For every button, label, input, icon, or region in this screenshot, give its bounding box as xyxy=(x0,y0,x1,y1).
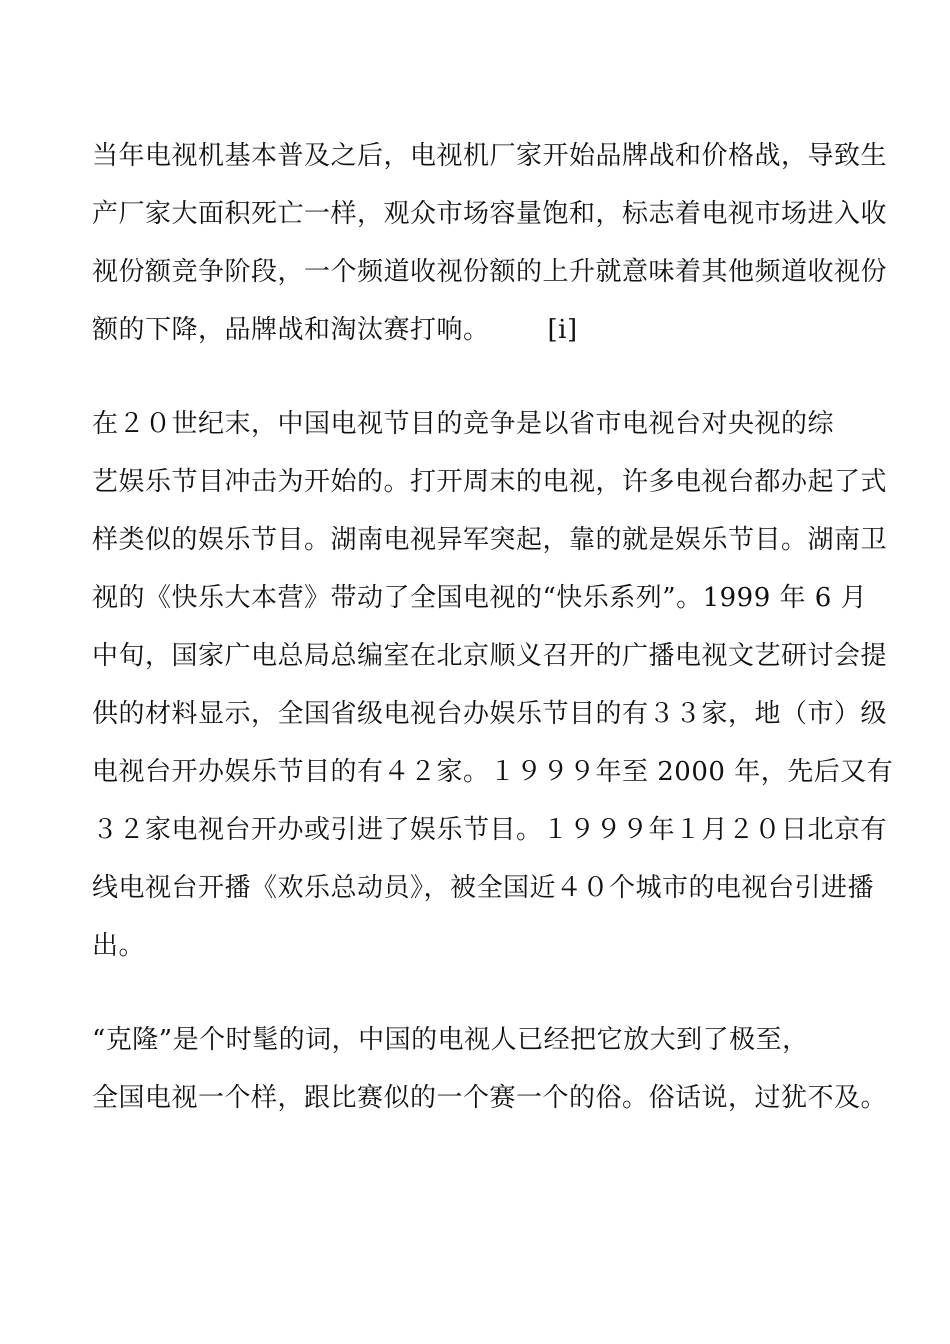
text-line: 在２０世纪末，中国电视节目的竞争是以省市电视台对央视的综 xyxy=(92,409,835,439)
paragraph-spacer xyxy=(92,359,858,395)
text-line: 产厂家大面积死亡一样，观众市场容量饱和，标志着电视市场进入收 xyxy=(92,199,888,229)
text-line: 电视台开办娱乐节目的有４２家。１９９９年至 2000 年，先后又有 xyxy=(92,757,894,787)
text-line: 线电视台开播《欢乐总动员》，被全国近４０个城市的电视台引进播 xyxy=(92,873,875,903)
text-line: “克隆”是个时髦的词，中国的电视人已经把它放大到了极至， xyxy=(92,1025,809,1055)
text-line: ３２家电视台开办或引进了娱乐节目。１９９９年１月２０日北京有 xyxy=(92,815,888,845)
text-line: 艺娱乐节目冲击为开始的。打开周末的电视，许多电视台都办起了式 xyxy=(92,467,888,497)
text-line: 当年电视机基本普及之后，电视机厂家开始品牌战和价格战，导致生 xyxy=(92,141,888,171)
paragraph-2 xyxy=(92,395,894,975)
text-line: 全国电视一个样，跟比赛似的一个赛一个的俗。俗话说，过犹不及。 xyxy=(92,1083,888,1113)
text-line: 中旬，国家广电总局总编室在北京顺义召开的广播电视文艺研讨会提 xyxy=(92,641,888,671)
footnote-reference[interactable]: [i] xyxy=(547,315,578,345)
text-line: 视的《快乐大本营》带动了全国电视的“快乐系列”。1999 年 6 月 xyxy=(92,583,868,613)
paragraph-3 xyxy=(92,1011,888,1127)
document-page xyxy=(92,127,894,1127)
text-line: 出。 xyxy=(92,931,146,961)
text-line-with-reference xyxy=(92,301,858,359)
paragraph-spacer xyxy=(92,975,858,1011)
paragraph-1 xyxy=(92,127,888,359)
text-line: 供的材料显示，全国省级电视台办娱乐节目的有３３家，地（市）级 xyxy=(92,699,888,729)
text-line: 视份额竞争阶段，一个频道收视份额的上升就意味着其他频道收视份 xyxy=(92,257,888,287)
text-line: 额的下降，品牌战和淘汰赛打响。 xyxy=(92,315,490,345)
text-line: 样类似的娱乐节目。湖南电视异军突起，靠的就是娱乐节目。湖南卫 xyxy=(92,525,888,555)
